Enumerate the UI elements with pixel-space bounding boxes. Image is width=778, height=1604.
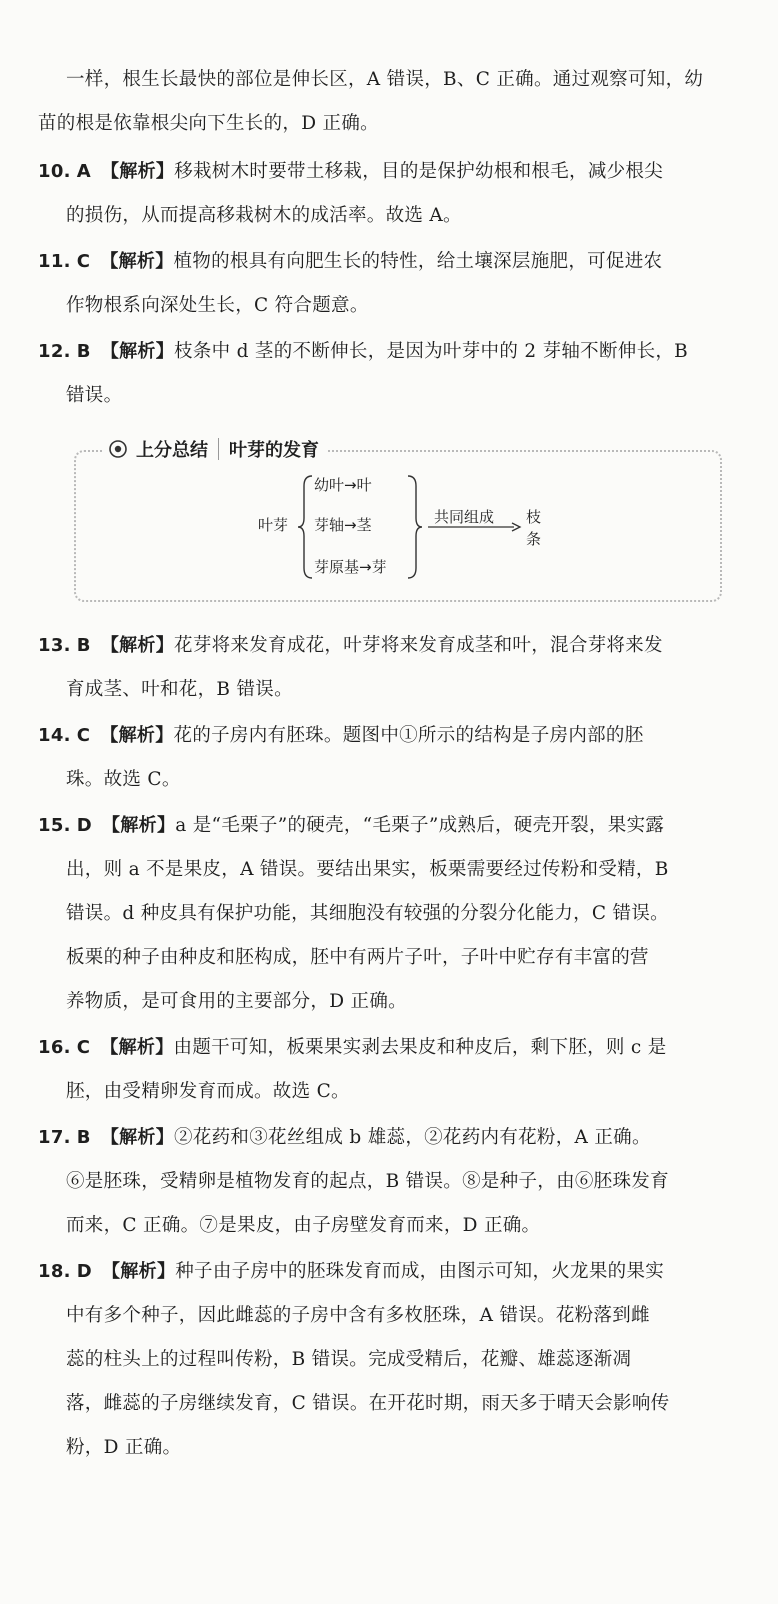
answer-letter: D — [76, 815, 93, 836]
diagram-arrow-label: 共同组成 — [434, 508, 495, 526]
target-icon — [108, 439, 128, 459]
analysis-text: 错误。d 种皮具有保护功能，其细胞没有较强的分裂分化能力，C 错误。 — [66, 903, 669, 924]
analysis-text: 移栽树木时要带土移栽，目的是保护幼根和根毛，减少根尖 — [174, 161, 664, 182]
analysis-tag: 【解析】 — [102, 1261, 176, 1282]
diagram-result-1: 枝 — [526, 508, 542, 526]
summary-title: 上分总结 — [136, 440, 208, 461]
question-number: 12. — [38, 341, 71, 362]
analysis-tag: 【解析】 — [101, 161, 175, 182]
analysis-text: 蕊的柱头上的过程叫传粉，B 错误。完成受精后，花瓣、雄蕊逐渐凋 — [66, 1349, 632, 1370]
analysis-text: 花芽将来发育成花，叶芽将来发育成茎和叶，混合芽将来发 — [174, 635, 663, 656]
summary-divider — [218, 438, 219, 460]
question-number: 18. — [38, 1261, 71, 1282]
analysis-tag: 【解析】 — [100, 251, 174, 272]
analysis-text: 而来，C 正确。⑦是果皮，由子房壁发育而来，D 正确。 — [66, 1215, 541, 1236]
analysis-text: 板栗的种子由种皮和胚构成，胚中有两片子叶，子叶中贮存有丰富的营 — [66, 947, 649, 968]
analysis-text: 枝条中 d 茎的不断伸长，是因为叶芽中的 2 芽轴不断伸长，B — [174, 341, 689, 362]
diagram-part-primordium: 芽原基→芽 — [314, 558, 387, 576]
question-17 — [38, 1116, 738, 1248]
summary-subtitle: 叶芽的发育 — [229, 440, 319, 461]
analysis-text: 育成茎、叶和花，B 错误。 — [66, 679, 293, 700]
right-brace-icon — [404, 472, 424, 582]
question-15 — [38, 804, 738, 1024]
answer-letter: C — [76, 251, 91, 272]
question-number: 16. — [38, 1037, 71, 1058]
question-18 — [38, 1250, 738, 1470]
analysis-tag: 【解析】 — [100, 635, 175, 656]
analysis-tag: 【解析】 — [100, 725, 174, 746]
analysis-text: a 是“毛栗子”的硬壳，“毛栗子”成熟后，硬壳开裂，果实露 — [175, 815, 665, 836]
analysis-text: ②花药和③花丝组成 b 雄蕊，②花药内有花粉，A 正确。 — [174, 1127, 651, 1148]
question-number: 10. — [38, 161, 71, 182]
analysis-text: 中有多个种子，因此雌蕊的子房中含有多枚胚珠，A 错误。花粉落到雌 — [66, 1305, 650, 1326]
analysis-text: ⑥是胚珠，受精卵是植物发育的起点，B 错误。⑧是种子，由⑥胚珠发育 — [66, 1171, 669, 1192]
answer-letter: B — [76, 341, 91, 362]
summary-box — [74, 450, 722, 602]
intro-line-2: 苗的根是依靠根尖向下生长的，D 正确。 — [38, 113, 379, 134]
analysis-text: 种子由子房中的胚珠发育而成，由图示可知，火龙果的果实 — [175, 1261, 665, 1282]
diagram-part-axis: 芽轴→茎 — [314, 516, 372, 534]
diagram-root: 叶芽 — [258, 516, 289, 534]
answer-letter: C — [76, 1037, 91, 1058]
summary-header — [104, 430, 327, 468]
question-13 — [38, 624, 738, 712]
answer-letter: B — [76, 1127, 91, 1148]
answer-letter: B — [76, 635, 91, 656]
answer-letter: D — [76, 1261, 93, 1282]
question-number: 11. — [38, 251, 71, 272]
question-number: 15. — [38, 815, 71, 836]
answer-letter: C — [76, 725, 91, 746]
analysis-text: 出，则 a 不是果皮，A 错误。要结出果实，板栗需要经过传粉和受精，B — [66, 859, 669, 880]
analysis-tag: 【解析】 — [100, 341, 175, 362]
left-brace-icon — [296, 472, 316, 582]
analysis-text: 落，雌蕊的子房继续发育，C 错误。在开花时期，雨天多于晴天会影响传 — [66, 1393, 670, 1414]
analysis-tag: 【解析】 — [100, 1037, 174, 1058]
question-11 — [38, 240, 738, 328]
analysis-text: 的损伤，从而提高移栽树木的成活率。故选 A。 — [66, 205, 462, 226]
intro-line-1: 一样，根生长最快的部位是伸长区，A 错误，B、C 正确。通过观察可知，幼 — [66, 69, 704, 90]
question-number: 17. — [38, 1127, 71, 1148]
question-number: 14. — [38, 725, 71, 746]
question-10 — [38, 150, 738, 238]
question-14 — [38, 714, 738, 802]
diagram-part-leaf: 幼叶→叶 — [314, 476, 372, 494]
analysis-text: 由题干可知，板栗果实剥去果皮和种皮后，剩下胚，则 c 是 — [173, 1037, 667, 1058]
answer-letter: A — [76, 161, 92, 182]
analysis-text: 粉，D 正确。 — [66, 1437, 182, 1458]
question-number: 13. — [38, 635, 71, 656]
analysis-tag: 【解析】 — [100, 1127, 175, 1148]
analysis-text: 错误。 — [66, 385, 123, 406]
analysis-tag: 【解析】 — [102, 815, 176, 836]
question-16 — [38, 1026, 738, 1114]
right-arrow-icon — [426, 520, 522, 534]
analysis-text: 花的子房内有胚珠。题图中①所示的结构是子房内部的胚 — [173, 725, 644, 746]
analysis-text: 植物的根具有向肥生长的特性，给土壤深层施肥，可促进农 — [173, 251, 663, 272]
analysis-text: 胚，由受精卵发育而成。故选 C。 — [66, 1081, 350, 1102]
analysis-text: 作物根系向深处生长，C 符合题意。 — [66, 295, 369, 316]
question-12 — [38, 330, 738, 418]
diagram-result-2: 条 — [526, 530, 542, 548]
analysis-text: 珠。故选 C。 — [66, 769, 181, 790]
intro-paragraph — [38, 58, 738, 146]
analysis-text: 养物质，是可食用的主要部分，D 正确。 — [66, 991, 407, 1012]
